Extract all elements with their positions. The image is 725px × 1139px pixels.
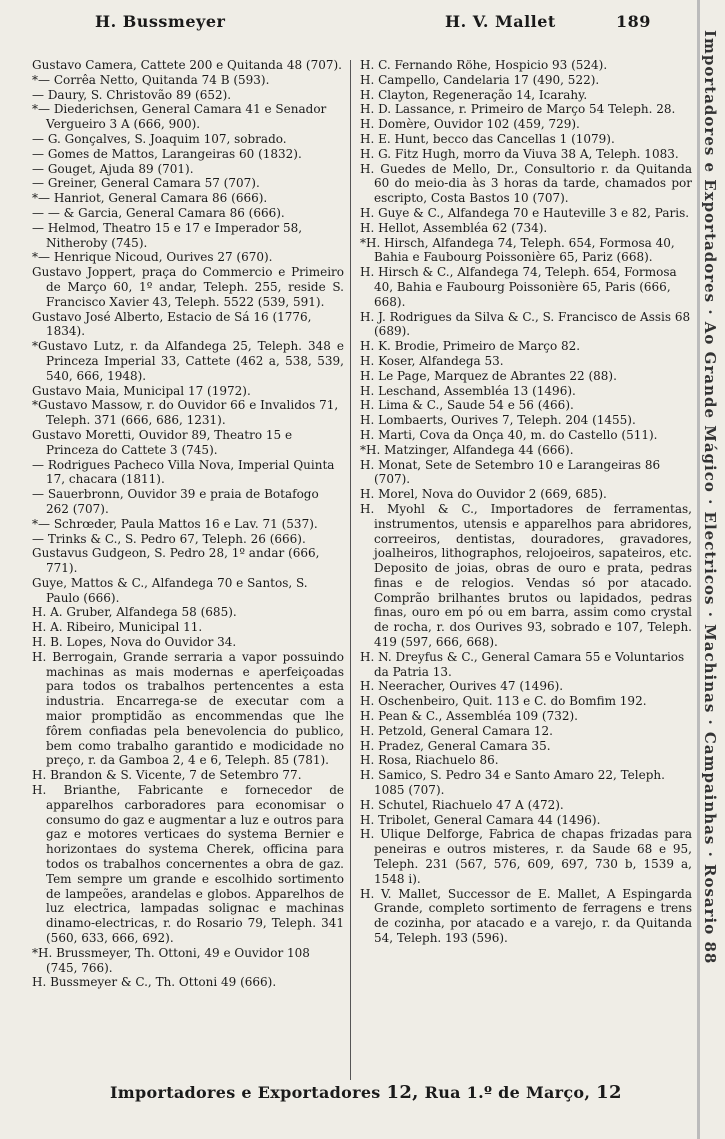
right-column-entry: H. Le Page, Marquez de Abrantes 22 (88). (360, 368, 617, 383)
page-footer (110, 1082, 710, 1103)
left-column-entry: H. A. Gruber, Alfandega 58 (685). (32, 605, 237, 620)
page-number: 189 (616, 12, 651, 31)
right-column-entry: H. Leschand, Assembléa 13 (1496). (360, 383, 576, 398)
header-right-guide: H. V. Mallet (445, 12, 556, 31)
footer-number-1: 12, (386, 1082, 419, 1103)
left-column-entry: — Trinks & C., S. Pedro 67, Teleph. 26 (666). (32, 531, 306, 546)
right-column-entry: H. Morel, Nova do Ouvidor 2 (669, 685). (360, 487, 607, 502)
left-column-entry: — Sauerbronn, Ouvidor 39 e praia de Botafogo 262 (707). (32, 487, 319, 516)
right-column-entry: H. Myohl & C., Importadores de ferramentas, instrumentos, utensis e apparelhos para abridores, correeiros, dentistas, douradores, gravadores, joalheiros, lithographos, relojoeiros, sapateiros, etc. Deposito de joias, obras de ouro e prata, pedras finas e de relogios. Vendas só por atacado. Comprão brilhantes brutos ou lapidados, pedras finas, ouro em pó ou em barra, assim como crystal de rocha, r. dos Ourives 93, sobrado e 107, Teleph. 419 (597, 666, 668). (360, 501, 692, 650)
edge-shadow (697, 0, 700, 1139)
right-column-entry: H. N. Dreyfus & C., General Camara 55 e Voluntarios da Patria 13. (360, 649, 685, 679)
page-edge-margin (697, 0, 725, 1139)
right-column-entry: H. Pradez, General Camara 35. (360, 738, 551, 753)
left-column-entry: *— Schrœder, Paula Mattos 16 e Lav. 71 (537). (32, 516, 318, 531)
right-column-entry: *H. Hirsch, Alfandega 74, Teleph. 654, Formosa 40, Bahia e Faubourg Poissonière 65, Pariz (668). (360, 235, 675, 265)
left-column-entry: *— Henrique Nicoud, Ourives 27 (670). (32, 250, 273, 265)
right-column-entry: H. D. Lassance, r. Primeiro de Março 54 Teleph. 28. (360, 102, 676, 117)
footer-text: Importadores e Exportadores (110, 1083, 381, 1102)
right-column-entry: H. Guye & C., Alfandega 70 e Hauteville 3 e 82, Paris. (360, 205, 690, 220)
right-column-entry: H. Oschenbeiro, Quit. 113 e C. do Bomfim 192. (360, 694, 647, 709)
right-column-entry: H. Samico, S. Pedro 34 e Santo Amaro 22, Teleph. 1085 (707). (360, 768, 665, 798)
right-column-entry: H. Lombaerts, Ourives 7, Teleph. 204 (1455). (360, 413, 636, 428)
right-column-entry: H. C. Fernando Röhe, Hospicio 93 (524). (360, 58, 608, 72)
left-column-entry: Gustavus Gudgeon, S. Pedro 28, 1º andar (666, 771). (32, 546, 320, 576)
right-column-entry: H. Domère, Ouvidor 102 (459, 729). (360, 117, 580, 132)
right-column-entry: H. Tribolet, General Camara 44 (1496). (360, 812, 601, 827)
left-column-entry: — — & Garcia, General Camara 86 (666). (32, 205, 285, 220)
right-column-entry: H. J. Rodrigues da Silva & C., S. Francisco de Assis 68 (689). (360, 309, 691, 339)
left-column-entry: — Gouget, Ajuda 89 (701). (32, 161, 194, 176)
left-column-entry: *— Diederichsen, General Camara 41 e Senador Vergueiro 3 A (666, 900). (32, 102, 327, 132)
right-column-entry: H. Monat, Sete de Setembro 10 e Larangeiras 86 (707). (360, 457, 661, 487)
right-column-entry: H. Pean & C., Assembléa 109 (732). (360, 709, 578, 724)
edge-advert-text: Importadores e Exportadores · Ao Grande Mágico · Electricos · Machinas · Campainhas · Rosario 88 (701, 30, 719, 965)
right-column-entry: H. Clayton, Regeneração 14, Icarahy. (360, 87, 588, 102)
right-column-entry: H. Neeracher, Ourives 47 (1496). (360, 679, 564, 694)
left-column-entry: *— Hanriot, General Camara 86 (666). (32, 191, 268, 206)
right-column-entry: H. V. Mallet, Successor de E. Mallet, A Espingarda Grande, completo sortimento de ferragens e trens de cozinha, por atacado e a varejo, r. da Quitanda 54, Teleph. 193 (596). (360, 886, 692, 946)
right-column-entry: H. G. Fitz Hugh, morro da Viuva 38 A, Teleph. 1083. (360, 146, 679, 161)
right-column-entry: H. Campello, Candelaria 17 (490, 522). (360, 72, 600, 87)
right-column-entry: H. Marti, Cova da Onça 40, m. do Castello (511). (360, 427, 658, 442)
left-column-entry: H. Brianthe, Fabricante e fornecedor de apparelhos carboradores para economisar o consumo do gaz e augmentar a luz e outros para gaz e motores verticaes do systema Bernier e horizontaes do systema Cherek, officina para todos os trabalhos concernentes a obra de gaz. Tem sempre um grande e escolhido sortimento de lampeões, arandelas e globos. Apparelhos de luz electrica, lampadas solignac e machinas dinamo-electricas, r. do Rosario 79, Teleph. 341 (560, 633, 666, 692). (32, 783, 344, 946)
right-column-entry: H. K. Brodie, Primeiro de Março 82. (360, 339, 581, 354)
left-column-entry: — Rodrigues Pacheco Villa Nova, Imperial Quinta 17, chacara (1811). (32, 457, 335, 487)
left-column-entry: H. Berrogain, Grande serraria a vapor possuindo machinas as mais modernas e aperfeiçoadas para todos os trabalhos pertencentes a esta industria. Encarrega-se de executar com a maior promptidão as encommendas que lhe fôrem confiadas pela benevolencia do publico, bem como trabalho garantido e modicidade no preço, r. da Gamboa 2, 4 e 6, Teleph. 85 (781). (32, 649, 344, 768)
left-column-entry: *— Corrêa Netto, Quitanda 74 B (593). (32, 72, 270, 87)
right-column-entry: H. E. Hunt, becco das Cancellas 1 (1079). (360, 131, 615, 146)
footer-number-2: 12 (596, 1082, 622, 1103)
right-column-entry: H. Ulique Delforge, Fabrica de chapas frizadas para peneiras e outros misteres, r. da Saude 68 e 95, Teleph. 231 (567, 576, 609, 697, 730 b, 1539 a, 1548 i). (360, 827, 692, 886)
left-column-entry: H. A. Ribeiro, Municipal 11. (32, 620, 203, 635)
left-column-entry: H. B. Lopes, Nova do Ouvidor 34. (32, 635, 237, 650)
header-left-guide: H. Bussmeyer (95, 12, 226, 31)
right-column-entry: *H. Matzinger, Alfandega 44 (666). (360, 442, 574, 457)
column-divider (350, 60, 351, 1080)
right-column-entry: H. Lima & C., Saude 54 e 56 (466). (360, 398, 574, 413)
left-column-entry: — Daury, S. Christovão 89 (652). (32, 87, 232, 102)
left-column (32, 58, 344, 990)
right-column-entry: H. Hellot, Assembléa 62 (734). (360, 220, 548, 235)
left-column-entry: H. Bussmeyer & C., Th. Ottoni 49 (666). (32, 975, 277, 990)
right-column-entry: H. Schutel, Riachuelo 47 A (472). (360, 797, 564, 812)
footer-street: Rua 1.º de Março, (424, 1083, 591, 1102)
left-column-entry: — Helmod, Theatro 15 e 17 e Imperador 58, Nitheroby (745). (32, 220, 303, 250)
right-column-entry: H. Petzold, General Camara 12. (360, 723, 553, 738)
left-column-entry: H. Brandon & S. Vicente, 7 de Setembro 77. (32, 768, 302, 783)
right-column-entry: H. Rosa, Riachuelo 86. (360, 753, 499, 768)
left-column-entry: *Gustavo Lutz, r. da Alfandega 25, Teleph. 348 e Princeza Imperial 33, Cattete (462 a, 538, 539, 540, 666, 1948). (32, 339, 344, 383)
left-column-entry: Gustavo Moretti, Ouvidor 89, Theatro 15 e Princeza do Cattete 3 (745). (32, 427, 293, 457)
left-column-entry: Gustavo Maia, Municipal 17 (1972). (32, 383, 251, 398)
left-column-entry: — G. Gonçalves, S. Joaquim 107, sobrado. (32, 131, 287, 146)
right-column (360, 58, 692, 946)
page-header (0, 10, 700, 36)
left-column-entry: Gustavo Joppert, praça do Commercio e Primeiro de Março 60, 1º andar, Teleph. 255, reside S. Francisco Xavier 43, Teleph. 5522 (539, 591). (32, 265, 344, 309)
left-column-entry: Gustavo José Alberto, Estacio de Sá 16 (1776, 1834). (32, 309, 312, 339)
right-column-entry: H. Hirsch & C., Alfandega 74, Teleph. 654, Formosa 40, Bahia e Faubourg Poissonière 65, Paris (666, 668). (360, 265, 677, 309)
left-column-entry: Gustavo Camera, Cattete 200 e Quitanda 48 (707). (32, 58, 342, 72)
left-column-entry: *Gustavo Massow, r. do Ouvidor 66 e Invalidos 71, Teleph. 371 (666, 686, 1231). (32, 398, 339, 428)
left-column-entry: — Gomes de Mattos, Larangeiras 60 (1832). (32, 146, 302, 161)
right-column-entry: H. Guedes de Mello, Dr., Consultorio r. da Quitanda 60 do meio-dia às 3 horas da tarde, chamados por escripto, Costa Bastos 10 (707). (360, 161, 692, 206)
left-column-entry: Guye, Mattos & C., Alfandega 70 e Santos, S. Paulo (666). (32, 575, 308, 605)
right-column-entry: H. Koser, Alfandega 53. (360, 353, 504, 368)
left-column-entry: *H. Brussmeyer, Th. Ottoni, 49 e Ouvidor 108 (745, 766). (32, 945, 310, 975)
left-column-entry: — Greiner, General Camara 57 (707). (32, 176, 260, 191)
